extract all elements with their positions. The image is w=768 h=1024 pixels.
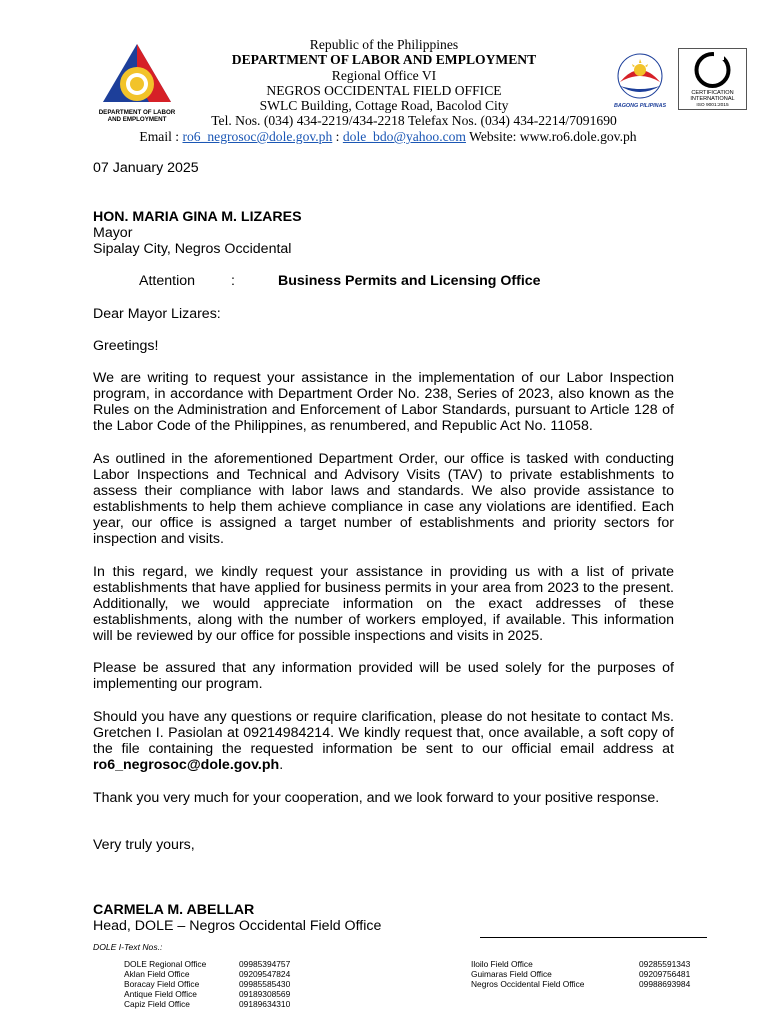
footer-right-office: Guimaras Field Office	[471, 969, 552, 979]
footer-caption: DOLE I-Text Nos.:	[93, 942, 163, 952]
footer-right-office: Negros Occidental Field Office	[471, 979, 585, 989]
letterhead-regional-office: Regional Office VI	[331, 68, 437, 83]
letterhead-republic: Republic of the Philippines	[309, 37, 459, 52]
addressee-name: HON. MARIA GINA M. LIZARES	[93, 209, 302, 225]
footer-left-number: 09189634310	[239, 999, 291, 1009]
letterhead-address: SWLC Building, Cottage Road, Bacolod City	[259, 98, 509, 113]
paragraph-4: Please be assured that any information provided will be used solely for the purposes of implementing our program.	[93, 660, 674, 693]
closing: Very truly yours,	[93, 837, 195, 853]
footer-left-office: DOLE Regional Office	[124, 959, 207, 969]
salutation: Dear Mayor Lizares:	[93, 306, 221, 322]
email-label: Email :	[139, 129, 183, 144]
signatory-name: CARMELA M. ABELLAR	[93, 902, 255, 918]
letterhead-field-office: NEGROS OCCIDENTAL FIELD OFFICE	[266, 83, 502, 98]
footer-left-office: Capiz Field Office	[124, 999, 190, 1009]
iso-text-3: ISO 9001:2015	[696, 103, 729, 108]
bagong-pilipinas-text: BAGONG PILIPINAS	[613, 103, 667, 109]
iso-text-2: INTERNATIONAL	[690, 96, 735, 102]
email-separator: :	[332, 129, 343, 144]
footer-right-number: 09209756481	[639, 969, 691, 979]
footer-left-office: Boracay Field Office	[124, 979, 200, 989]
paragraph-5-end: .	[279, 757, 284, 774]
attention-value: Business Permits and Licensing Office	[278, 273, 541, 289]
letterhead-department: DEPARTMENT OF LABOR AND EMPLOYMENT	[231, 52, 537, 67]
footer-right-number: 09285591343	[639, 959, 691, 969]
footer-right-office: Iloilo Field Office	[471, 959, 533, 969]
paragraph-2: As outlined in the aforementioned Department Order, our office is tasked with conducting Labor Inspections and Technical and Advisory Visits (TAV) to private establishments to assess their compliance with labor laws and standards. We also provide assistance to establishments to help them achieve compliance in case any violations are identified. Each year, our office is assigned a target number of establishments and priority sectors for inspection and visits.	[93, 451, 674, 548]
footer-divider	[480, 937, 707, 938]
footer-left-number: 09189308569	[239, 989, 291, 999]
footer-left-number: 09985394757	[239, 959, 291, 969]
paragraph-5-email: ro6_negrosoc@dole.gov.ph	[93, 757, 280, 774]
letterhead-email-line	[4, 129, 768, 144]
footer-right-number: 09988693984	[639, 979, 691, 989]
footer-left-office: Aklan Field Office	[124, 969, 190, 979]
paragraph-3: In this regard, we kindly request your assistance in providing us with a list of private establishments that have applied for business permits in your area from 2023 to the present. Additionally, we would appreciate information on the exact addresses of these establishments, along with the number of workers employed, if available. This information will be reviewed by our office for possible inspections and visits in 2025.	[93, 564, 674, 645]
website-text: Website: www.ro6.dole.gov.ph	[466, 129, 637, 144]
addressee-title: Mayor	[93, 225, 133, 241]
email-link-primary[interactable]: ro6_negrosoc@dole.gov.ph	[182, 129, 333, 144]
paragraph-6: Thank you very much for your cooperation, and we look forward to your positive response.	[93, 790, 660, 806]
footer-left-number: 09985585430	[239, 979, 291, 989]
greeting: Greetings!	[93, 338, 159, 354]
dole-logo-text-2: AND EMPLOYMENT	[107, 116, 167, 123]
addressee-place: Sipalay City, Negros Occidental	[93, 241, 292, 257]
paragraph-5-text: Should you have any questions or require clarification, please do not hesitate to contact Ms. Gretchen I. Pasiolan at 09214984214. We kindly request that, once available, a soft copy of the file containing the requested information be sent to our official email address at	[93, 709, 674, 758]
email-link-secondary[interactable]: dole_bdo@yahoo.com	[342, 129, 466, 144]
iso-text-1: CERTIFICATION	[691, 90, 734, 96]
footer-left-number: 09209547824	[239, 969, 291, 979]
letter-date: 07 January 2025	[93, 160, 199, 176]
dole-logo-text-1: DEPARTMENT OF LABOR	[98, 109, 176, 116]
attention-label: Attention	[139, 273, 196, 289]
letterhead-telephone: Tel. Nos. (034) 434-2219/434-2218 Telefax Nos. (034) 434-2214/7091690	[211, 113, 617, 128]
paragraph-1: We are writing to request your assistance in the implementation of our Labor Inspection program, in accordance with Department Order No. 238, Series of 2023, also known as the Rules on the Administration and Enforcement of Labor Standards, pursuant to Article 128 of the Labor Code of the Philippines, as renumbered, and Republic Act No. 11058.	[93, 370, 674, 435]
signatory-title: Head, DOLE – Negros Occidental Field Office	[93, 918, 382, 934]
paragraph-5	[93, 709, 674, 773]
attention-colon: :	[231, 273, 235, 289]
footer-left-office: Antique Field Office	[124, 989, 197, 999]
